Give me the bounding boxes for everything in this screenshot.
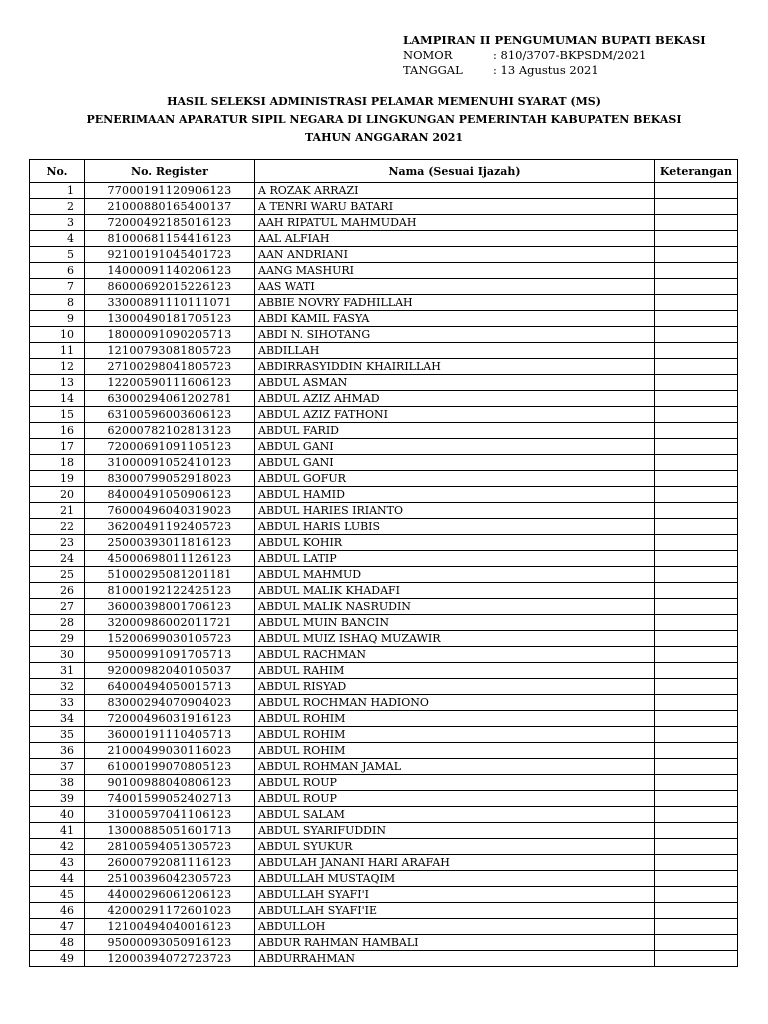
keterangan-cell xyxy=(655,455,738,471)
register-number: 72000496031916123 xyxy=(85,711,255,727)
register-number: 13000885051601713 xyxy=(85,823,255,839)
register-number: 90100988040806123 xyxy=(85,775,255,791)
applicant-name: ABDUL ROUP xyxy=(255,775,655,791)
keterangan-cell xyxy=(655,551,738,567)
table-row xyxy=(30,519,738,535)
applicant-name: ABDUL RISYAD xyxy=(255,679,655,695)
keterangan-cell xyxy=(655,871,738,887)
row-number: 40 xyxy=(30,807,85,823)
row-number: 8 xyxy=(30,295,85,311)
applicant-name: ABDUL AZIZ AHMAD xyxy=(255,391,655,407)
keterangan-cell xyxy=(655,519,738,535)
table-row xyxy=(30,583,738,599)
row-number: 47 xyxy=(30,919,85,935)
applicant-name: ABDUL RACHMAN xyxy=(255,647,655,663)
register-number: 14000091140206123 xyxy=(85,263,255,279)
table-row xyxy=(30,727,738,743)
keterangan-cell xyxy=(655,407,738,423)
header-name: Nama (Sesuai Ijazah) xyxy=(255,160,655,183)
register-number: 42000291172601023 xyxy=(85,903,255,919)
register-number: 63100596003606123 xyxy=(85,407,255,423)
nomor-row xyxy=(403,48,706,63)
applicant-name: AAH RIPATUL MAHMUDAH xyxy=(255,215,655,231)
row-number: 1 xyxy=(30,183,85,199)
table-row xyxy=(30,919,738,935)
nomor-value: : 810/3707-BKPSDM/2021 xyxy=(493,48,647,62)
applicant-name: AAN ANDRIANI xyxy=(255,247,655,263)
table-row xyxy=(30,839,738,855)
applicant-name: ABDULLOH xyxy=(255,919,655,935)
table-row xyxy=(30,343,738,359)
applicant-name: ABDUL HARIS LUBIS xyxy=(255,519,655,535)
table-row xyxy=(30,775,738,791)
row-number: 41 xyxy=(30,823,85,839)
applicant-name: ABDURRAHMAN xyxy=(255,951,655,967)
applicant-name: ABDUL ROHIM xyxy=(255,743,655,759)
table-row xyxy=(30,887,738,903)
table-row xyxy=(30,807,738,823)
register-number: 61000199070805123 xyxy=(85,759,255,775)
keterangan-cell xyxy=(655,503,738,519)
row-number: 13 xyxy=(30,375,85,391)
row-number: 22 xyxy=(30,519,85,535)
table-row xyxy=(30,375,738,391)
register-number: 45000698011126123 xyxy=(85,551,255,567)
table-row xyxy=(30,871,738,887)
keterangan-cell xyxy=(655,311,738,327)
register-number: 95000991091705713 xyxy=(85,647,255,663)
document-heading xyxy=(0,93,768,147)
row-number: 11 xyxy=(30,343,85,359)
applicant-name: ABDUL MAHMUD xyxy=(255,567,655,583)
row-number: 21 xyxy=(30,503,85,519)
register-number: 12100793081805723 xyxy=(85,343,255,359)
keterangan-cell xyxy=(655,887,738,903)
row-number: 26 xyxy=(30,583,85,599)
table-row xyxy=(30,855,738,871)
header-no: No. xyxy=(30,160,85,183)
row-number: 35 xyxy=(30,727,85,743)
keterangan-cell xyxy=(655,567,738,583)
keterangan-cell xyxy=(655,711,738,727)
row-number: 27 xyxy=(30,599,85,615)
table-row xyxy=(30,695,738,711)
row-number: 48 xyxy=(30,935,85,951)
keterangan-cell xyxy=(655,471,738,487)
keterangan-cell xyxy=(655,199,738,215)
register-number: 32000986002011721 xyxy=(85,615,255,631)
applicant-name: ABDULLAH SYAFI'IE xyxy=(255,903,655,919)
keterangan-cell xyxy=(655,263,738,279)
table-row xyxy=(30,327,738,343)
table-row xyxy=(30,615,738,631)
register-number: 62000782102813123 xyxy=(85,423,255,439)
applicant-name: ABDUL MALIK NASRUDIN xyxy=(255,599,655,615)
register-number: 92000982040105037 xyxy=(85,663,255,679)
applicant-name: ABDULLAH SYAFI'I xyxy=(255,887,655,903)
applicant-name: ABDUL ASMAN xyxy=(255,375,655,391)
register-number: 12000394072723723 xyxy=(85,951,255,967)
row-number: 4 xyxy=(30,231,85,247)
register-number: 36000398001706123 xyxy=(85,599,255,615)
keterangan-cell xyxy=(655,807,738,823)
table-row xyxy=(30,487,738,503)
row-number: 6 xyxy=(30,263,85,279)
keterangan-cell xyxy=(655,631,738,647)
table-row xyxy=(30,567,738,583)
applicant-name: ABDUR RAHMAN HAMBALI xyxy=(255,935,655,951)
register-number: 25000393011816123 xyxy=(85,535,255,551)
applicant-name: AANG MASHURI xyxy=(255,263,655,279)
table-row xyxy=(30,711,738,727)
applicant-name: ABDUL GANI xyxy=(255,439,655,455)
tanggal-row xyxy=(403,63,706,78)
applicant-name: A ROZAK ARRAZI xyxy=(255,183,655,199)
table-row xyxy=(30,439,738,455)
table-row xyxy=(30,231,738,247)
applicant-name: ABDUL GOFUR xyxy=(255,471,655,487)
keterangan-cell xyxy=(655,743,738,759)
keterangan-cell xyxy=(655,663,738,679)
register-number: 81000681154416123 xyxy=(85,231,255,247)
applicant-name: A TENRI WARU BATARI xyxy=(255,199,655,215)
applicant-name: ABDUL ROCHMAN HADIONO xyxy=(255,695,655,711)
applicant-name: ABDULAH JANANI HARI ARAFAH xyxy=(255,855,655,871)
table-row xyxy=(30,215,738,231)
row-number: 14 xyxy=(30,391,85,407)
row-number: 7 xyxy=(30,279,85,295)
table-row xyxy=(30,311,738,327)
register-number: 12200590111606123 xyxy=(85,375,255,391)
applicant-name: ABDUL GANI xyxy=(255,455,655,471)
keterangan-cell xyxy=(655,951,738,967)
heading-line-3: TAHUN ANGGARAN 2021 xyxy=(304,131,464,144)
applicant-name: ABDIRRASYIDDIN KHAIRILLAH xyxy=(255,359,655,375)
table-row xyxy=(30,391,738,407)
keterangan-cell xyxy=(655,375,738,391)
row-number: 31 xyxy=(30,663,85,679)
register-number: 72000691091105123 xyxy=(85,439,255,455)
keterangan-cell xyxy=(655,791,738,807)
row-number: 32 xyxy=(30,679,85,695)
row-number: 10 xyxy=(30,327,85,343)
table-row xyxy=(30,423,738,439)
applicant-name: ABDUL HARIES IRIANTO xyxy=(255,503,655,519)
register-number: 21000880165400137 xyxy=(85,199,255,215)
keterangan-cell xyxy=(655,839,738,855)
row-number: 5 xyxy=(30,247,85,263)
applicant-name: ABDUL MUIZ ISHAQ MUZAWIR xyxy=(255,631,655,647)
applicant-name: ABDI N. SIHOTANG xyxy=(255,327,655,343)
register-number: 21000499030116023 xyxy=(85,743,255,759)
register-number: 31000091052410123 xyxy=(85,455,255,471)
keterangan-cell xyxy=(655,775,738,791)
table-row xyxy=(30,823,738,839)
row-number: 2 xyxy=(30,199,85,215)
table-row xyxy=(30,903,738,919)
keterangan-cell xyxy=(655,919,738,935)
register-number: 36200491192405723 xyxy=(85,519,255,535)
keterangan-cell xyxy=(655,487,738,503)
applicant-name: ABDULLAH MUSTAQIM xyxy=(255,871,655,887)
register-number: 36000191110405713 xyxy=(85,727,255,743)
table-row xyxy=(30,247,738,263)
row-number: 23 xyxy=(30,535,85,551)
table-row xyxy=(30,551,738,567)
row-number: 29 xyxy=(30,631,85,647)
keterangan-cell xyxy=(655,599,738,615)
table-row xyxy=(30,199,738,215)
keterangan-cell xyxy=(655,359,738,375)
table-row xyxy=(30,759,738,775)
register-number: 12100494040016123 xyxy=(85,919,255,935)
row-number: 16 xyxy=(30,423,85,439)
register-number: 51000295081201181 xyxy=(85,567,255,583)
applicant-name: ABDUL RAHIM xyxy=(255,663,655,679)
keterangan-cell xyxy=(655,855,738,871)
tanggal-label: TANGGAL xyxy=(403,63,463,77)
applicant-name: ABDILLAH xyxy=(255,343,655,359)
register-number: 63000294061202781 xyxy=(85,391,255,407)
row-number: 25 xyxy=(30,567,85,583)
applicant-name: ABDUL FARID xyxy=(255,423,655,439)
keterangan-cell xyxy=(655,823,738,839)
keterangan-cell xyxy=(655,583,738,599)
row-number: 17 xyxy=(30,439,85,455)
keterangan-cell xyxy=(655,615,738,631)
row-number: 30 xyxy=(30,647,85,663)
register-number: 83000294070904023 xyxy=(85,695,255,711)
register-number: 95000093050916123 xyxy=(85,935,255,951)
register-number: 76000496040319023 xyxy=(85,503,255,519)
row-number: 12 xyxy=(30,359,85,375)
row-number: 9 xyxy=(30,311,85,327)
keterangan-cell xyxy=(655,327,738,343)
table-row xyxy=(30,935,738,951)
register-number: 74001599052402713 xyxy=(85,791,255,807)
attachment-block xyxy=(403,33,706,78)
header-keterangan: Keterangan xyxy=(655,160,738,183)
applicant-name: AAS WATI xyxy=(255,279,655,295)
keterangan-cell xyxy=(655,535,738,551)
keterangan-cell xyxy=(655,391,738,407)
register-number: 31000597041106123 xyxy=(85,807,255,823)
applicant-table xyxy=(29,159,738,967)
nomor-label: NOMOR xyxy=(403,48,453,62)
register-number: 77000191120906123 xyxy=(85,183,255,199)
header-register: No. Register xyxy=(85,160,255,183)
keterangan-cell xyxy=(655,231,738,247)
heading-line-1: HASIL SELEKSI ADMINISTRASI PELAMAR MEMENUHI SYARAT (MS) xyxy=(167,95,601,108)
table-row xyxy=(30,471,738,487)
table-row xyxy=(30,263,738,279)
register-number: 83000799052918023 xyxy=(85,471,255,487)
table-row xyxy=(30,631,738,647)
row-number: 20 xyxy=(30,487,85,503)
keterangan-cell xyxy=(655,343,738,359)
keterangan-cell xyxy=(655,423,738,439)
register-number: 28100594051305723 xyxy=(85,839,255,855)
applicant-name: ABDUL LATIP xyxy=(255,551,655,567)
row-number: 18 xyxy=(30,455,85,471)
row-number: 36 xyxy=(30,743,85,759)
register-number: 86000692015226123 xyxy=(85,279,255,295)
table-row xyxy=(30,791,738,807)
applicant-name: ABDUL ROUP xyxy=(255,791,655,807)
table-row xyxy=(30,951,738,967)
table-row xyxy=(30,743,738,759)
applicant-name: ABDI KAMIL FASYA xyxy=(255,311,655,327)
table-row xyxy=(30,535,738,551)
row-number: 49 xyxy=(30,951,85,967)
row-number: 28 xyxy=(30,615,85,631)
keterangan-cell xyxy=(655,695,738,711)
row-number: 24 xyxy=(30,551,85,567)
row-number: 19 xyxy=(30,471,85,487)
keterangan-cell xyxy=(655,215,738,231)
applicant-name: ABDUL HAMID xyxy=(255,487,655,503)
register-number: 64000494050015713 xyxy=(85,679,255,695)
row-number: 37 xyxy=(30,759,85,775)
keterangan-cell xyxy=(655,247,738,263)
row-number: 39 xyxy=(30,791,85,807)
table-row xyxy=(30,455,738,471)
row-number: 34 xyxy=(30,711,85,727)
row-number: 3 xyxy=(30,215,85,231)
row-number: 43 xyxy=(30,855,85,871)
applicant-name: ABDUL SYARIFUDDIN xyxy=(255,823,655,839)
table-header-row xyxy=(30,160,738,183)
register-number: 18000091090205713 xyxy=(85,327,255,343)
table-row xyxy=(30,679,738,695)
keterangan-cell xyxy=(655,295,738,311)
keterangan-cell xyxy=(655,647,738,663)
row-number: 44 xyxy=(30,871,85,887)
applicant-name: ABDUL MALIK KHADAFI xyxy=(255,583,655,599)
row-number: 15 xyxy=(30,407,85,423)
row-number: 42 xyxy=(30,839,85,855)
applicant-name: ABDUL ROHIM xyxy=(255,711,655,727)
table-row xyxy=(30,503,738,519)
register-number: 27100298041805723 xyxy=(85,359,255,375)
register-number: 15200699030105723 xyxy=(85,631,255,647)
table-row xyxy=(30,279,738,295)
applicant-name: AAL ALFIAH xyxy=(255,231,655,247)
register-number: 92100191045401723 xyxy=(85,247,255,263)
applicant-name: ABDUL KOHIR xyxy=(255,535,655,551)
table-row xyxy=(30,647,738,663)
register-number: 33000891110111071 xyxy=(85,295,255,311)
table-row xyxy=(30,295,738,311)
register-number: 25100396042305723 xyxy=(85,871,255,887)
heading-line-2: PENERIMAAN APARATUR SIPIL NEGARA DI LINGKUNGAN PEMERINTAH KABUPATEN BEKASI xyxy=(86,113,682,126)
keterangan-cell xyxy=(655,279,738,295)
row-number: 33 xyxy=(30,695,85,711)
applicant-name: ABDUL SYUKUR xyxy=(255,839,655,855)
row-number: 45 xyxy=(30,887,85,903)
keterangan-cell xyxy=(655,439,738,455)
register-number: 26000792081116123 xyxy=(85,855,255,871)
table-row xyxy=(30,663,738,679)
keterangan-cell xyxy=(655,759,738,775)
applicant-name: ABDUL SALAM xyxy=(255,807,655,823)
applicant-name: ABDUL ROHIM xyxy=(255,727,655,743)
table-row xyxy=(30,359,738,375)
register-number: 84000491050906123 xyxy=(85,487,255,503)
keterangan-cell xyxy=(655,903,738,919)
applicant-name: ABDUL AZIZ FATHONI xyxy=(255,407,655,423)
register-number: 44000296061206123 xyxy=(85,887,255,903)
attachment-title: LAMPIRAN II PENGUMUMAN BUPATI BEKASI xyxy=(403,33,706,47)
register-number: 13000490181705123 xyxy=(85,311,255,327)
keterangan-cell xyxy=(655,183,738,199)
keterangan-cell xyxy=(655,679,738,695)
table-row xyxy=(30,183,738,199)
table-row xyxy=(30,407,738,423)
keterangan-cell xyxy=(655,935,738,951)
row-number: 46 xyxy=(30,903,85,919)
applicant-name: ABDUL MUIN BANCIN xyxy=(255,615,655,631)
row-number: 38 xyxy=(30,775,85,791)
register-number: 81000192122425123 xyxy=(85,583,255,599)
keterangan-cell xyxy=(655,727,738,743)
table-row xyxy=(30,599,738,615)
tanggal-value: : 13 Agustus 2021 xyxy=(493,63,599,77)
applicant-name: ABBIE NOVRY FADHILLAH xyxy=(255,295,655,311)
register-number: 72000492185016123 xyxy=(85,215,255,231)
applicant-name: ABDUL ROHMAN JAMAL xyxy=(255,759,655,775)
